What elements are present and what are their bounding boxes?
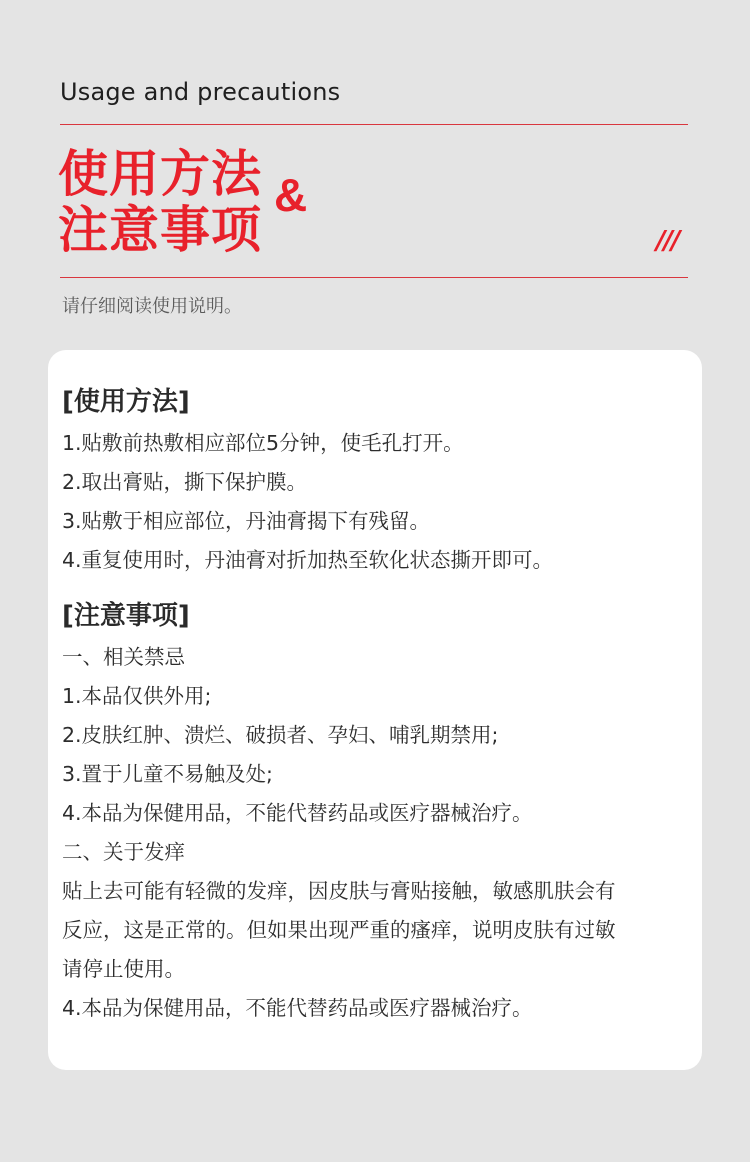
english-title: Usage and precautions xyxy=(60,78,341,106)
card-content xyxy=(62,384,692,1028)
itching-paragraph-line: 请停止使用。 xyxy=(62,957,185,981)
title-line-usage: 使用方法 xyxy=(58,145,262,203)
precaution-line: 3.置于儿童不易触及处; xyxy=(62,762,273,786)
usage-line: 3.贴敷于相应部位，丹油膏揭下有残留。 xyxy=(62,509,431,533)
contraindications-heading: 一、相关禁忌 xyxy=(62,645,185,669)
precautions-section-title: [注意事项] xyxy=(62,601,190,631)
top-divider xyxy=(60,124,688,125)
itching-paragraph-line: 贴上去可能有轻微的发痒，因皮肤与膏贴接触，敏感肌肤会有 xyxy=(62,879,616,903)
instructions-card xyxy=(48,350,702,1070)
precaution-line-final: 4.本品为保健用品，不能代替药品或医疗器械治疗。 xyxy=(62,996,533,1020)
itching-paragraph xyxy=(62,872,692,989)
subtitle: 请仔细阅读使用说明。 xyxy=(62,296,242,317)
slash-decoration: /// xyxy=(656,226,679,256)
usage-line: 4.重复使用时，丹油膏对折加热至软化状态撕开即可。 xyxy=(62,548,554,572)
usage-line: 2.取出膏贴，撕下保护膜。 xyxy=(62,470,308,494)
ampersand: & xyxy=(274,169,308,221)
precaution-line: 2.皮肤红肿、溃烂、破损者、孕妇、哺乳期禁用; xyxy=(62,723,499,747)
itching-heading: 二、关于发痒 xyxy=(62,840,185,864)
usage-line: 1.贴敷前热敷相应部位5分钟，使毛孔打开。 xyxy=(62,431,464,455)
bottom-divider xyxy=(60,277,688,278)
precaution-line: 4.本品为保健用品，不能代替药品或医疗器械治疗。 xyxy=(62,801,533,825)
itching-paragraph-line: 反应，这是正常的。但如果出现严重的瘙痒，说明皮肤有过敏 xyxy=(62,918,616,942)
chinese-title xyxy=(58,146,262,258)
title-line-precautions: 注意事项 xyxy=(58,201,262,259)
precaution-line: 1.本品仅供外用; xyxy=(62,684,212,708)
usage-section-title: [使用方法] xyxy=(62,387,190,417)
